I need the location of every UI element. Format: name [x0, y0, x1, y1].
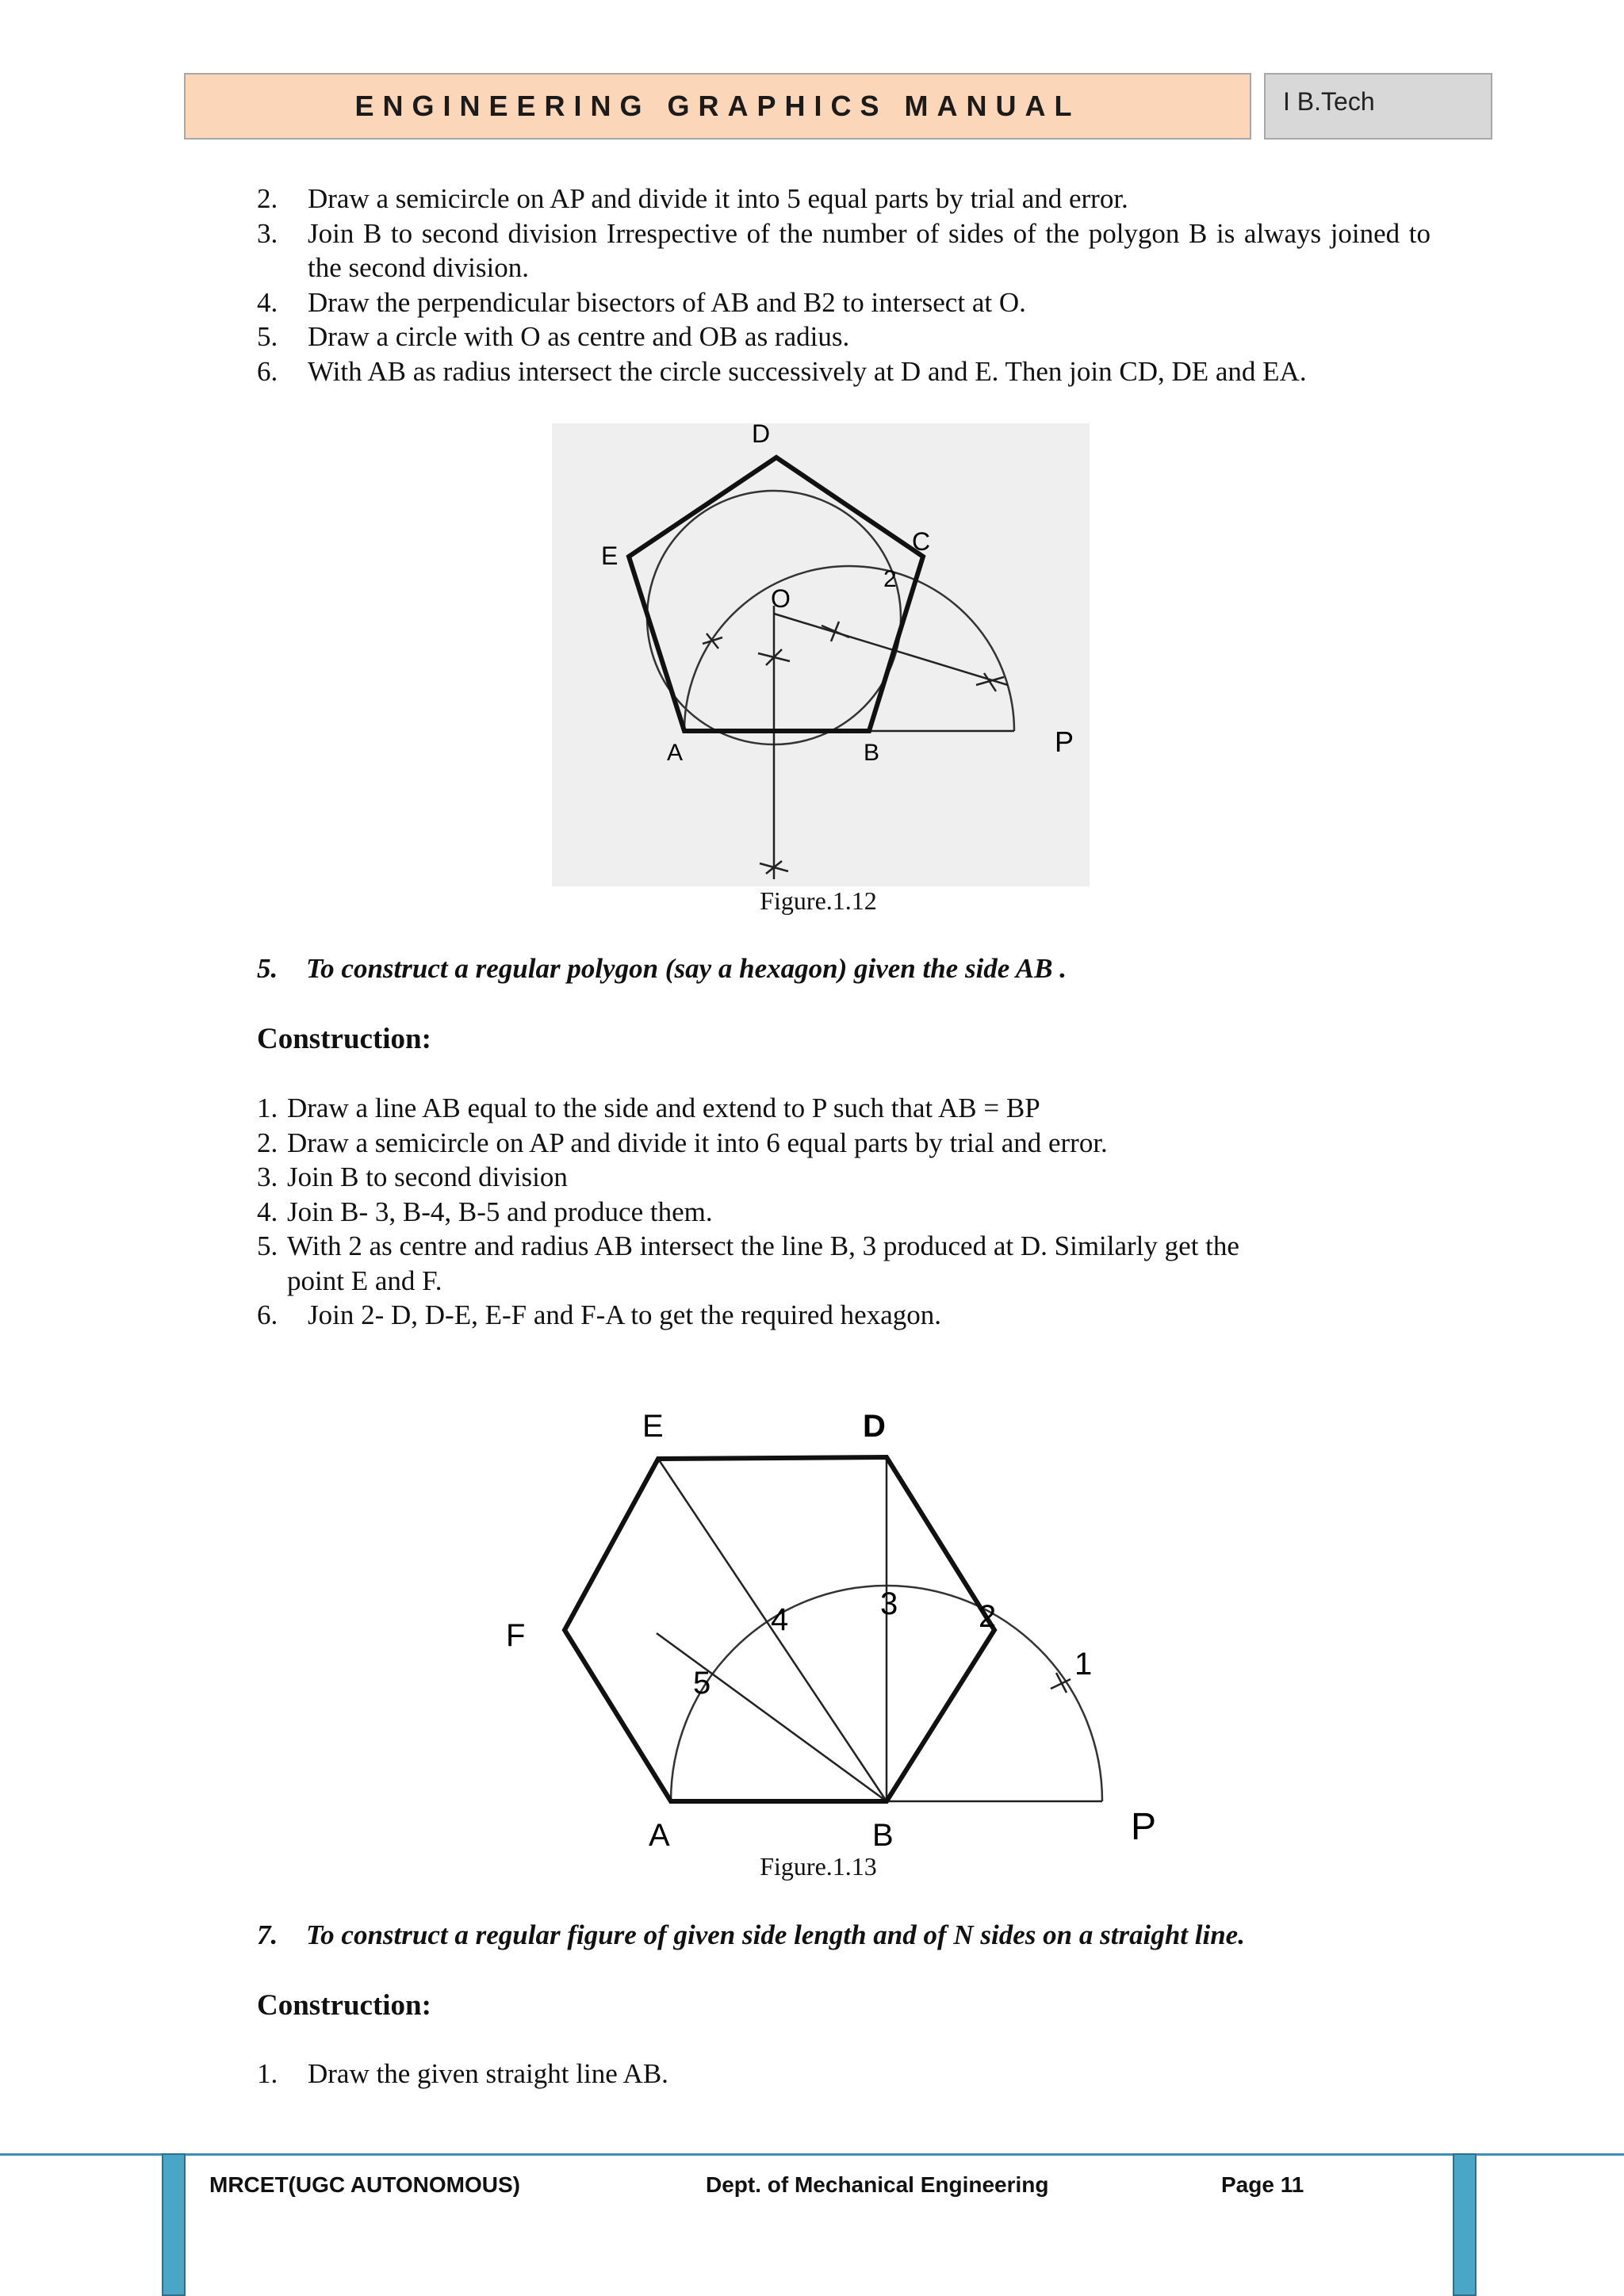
label-p: P — [1055, 725, 1074, 758]
list-item: 4. Join B- 3, B-4, B-5 and produce them. — [257, 1196, 713, 1227]
label-e: E — [642, 1409, 664, 1444]
figure-background — [552, 423, 1090, 886]
footer-institution: MRCET(UGC AUTONOMOUS) — [209, 2172, 520, 2197]
pentagon-construction-figure — [552, 423, 1090, 886]
construction-label: Construction: — [257, 1989, 431, 2022]
footer-right-bar — [1453, 2153, 1477, 2296]
label-b: B — [872, 1818, 894, 1853]
label-4: 4 — [771, 1602, 789, 1637]
steps-continued-list — [257, 182, 1431, 388]
list-item: 1. Draw the given straight line AB. — [257, 2058, 668, 2089]
list-item: 1. Draw a line AB equal to the side and extend to P such that AB = BP — [257, 1093, 1040, 1123]
label-two: 2 — [883, 566, 897, 592]
figure-caption: Figure.1.13 — [760, 1852, 877, 1881]
footer-divider — [0, 2153, 1624, 2156]
hexagon-construction-figure — [492, 1395, 1174, 1871]
construction-label: Construction: — [257, 1023, 431, 1055]
label-a: A — [667, 740, 684, 766]
regular-figure-steps-list — [257, 2057, 1335, 2091]
list-item: 5. Draw a circle with O as centre and OB as radius. — [257, 321, 850, 352]
list-item: 3. Join B to second division — [257, 1161, 568, 1192]
footer-department: Dept. of Mechanical Engineering — [706, 2172, 1049, 2197]
label-3: 3 — [880, 1586, 898, 1621]
manual-title: ENGINEERING GRAPHICS MANUAL — [184, 73, 1251, 140]
label-d: D — [752, 423, 771, 448]
label-d: D — [863, 1409, 886, 1444]
list-item: 6. With AB as radius intersect the circle successively at D and E. Then join CD, DE and EA. — [257, 355, 1307, 387]
list-item: 2. Draw a semicircle on AP and divide it into 5 equal parts by trial and error. — [257, 183, 1128, 214]
label-a: A — [649, 1818, 670, 1853]
label-b: B — [864, 740, 880, 766]
label-5: 5 — [693, 1666, 711, 1701]
label-f: F — [506, 1618, 526, 1653]
course-badge: I B.Tech — [1264, 73, 1492, 140]
label-e: E — [601, 541, 619, 570]
footer-page-number: Page 11 — [1221, 2172, 1304, 2197]
list-item: 3. Join B to second division Irrespective of the number of sides of the polygon B is always joined to the second division. — [257, 217, 1431, 283]
footer-left-bar — [162, 2153, 186, 2296]
list-item: 6. Join 2- D, D-E, E-F and F-A to get the required hexagon. — [257, 1299, 942, 1330]
list-item: 2. Draw a semicircle on AP and divide it into 6 equal parts by trial and error. — [257, 1127, 1108, 1158]
section-heading: 5. To construct a regular polygon (say a hexagon) given the side AB . — [257, 953, 1067, 984]
figure-caption: Figure.1.12 — [760, 886, 877, 915]
label-1: 1 — [1074, 1647, 1093, 1682]
list-item: 5. With 2 as centre and radius AB intersect the line B, 3 produced at D. Similarly get the point E and F. — [257, 1230, 1239, 1296]
label-c: C — [912, 527, 931, 556]
hexagon-steps-list — [257, 1091, 1335, 1333]
label-o: O — [771, 584, 791, 613]
label-p: P — [1131, 1806, 1157, 1848]
list-item: 4. Draw the perpendicular bisectors of AB and B2 to intersect at O. — [257, 286, 1026, 318]
label-2: 2 — [979, 1599, 997, 1634]
line-b-f — [657, 1633, 887, 1801]
section-heading: 7. To construct a regular figure of given side length and of N sides on a straight line. — [257, 1919, 1245, 1950]
